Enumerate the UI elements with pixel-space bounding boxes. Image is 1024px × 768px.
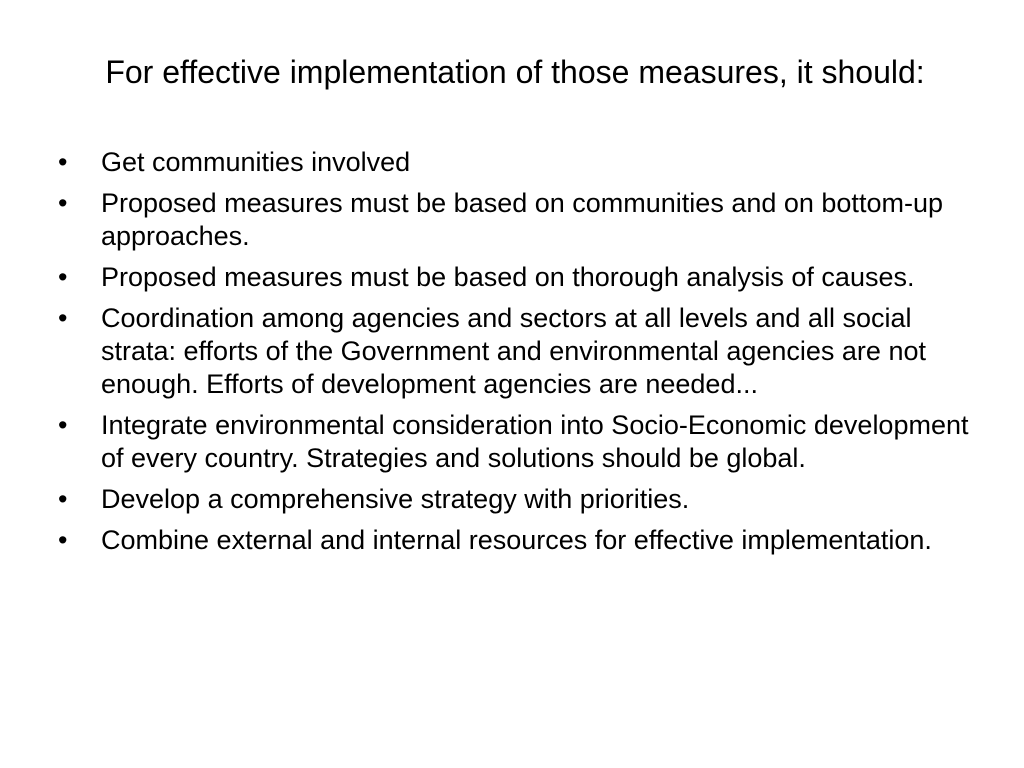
bullet-dot-icon: • <box>58 303 68 333</box>
bullet-dot-icon: • <box>58 147 68 177</box>
bullet-dot-icon: • <box>58 525 68 555</box>
slide-title: For effective implementation of those measures, it should: <box>105 54 925 90</box>
bullet-text: Proposed measures must be based on thorough analysis of causes. <box>101 262 915 292</box>
bullet-text: Get communities involved <box>101 147 411 177</box>
bullet-item <box>58 483 978 516</box>
bullet-text: Integrate environmental consideration into Socio-Economic development of every country. Strategies and solutions should be global. <box>101 410 969 473</box>
bullet-text: Proposed measures must be based on communities and on bottom-up approaches. <box>101 188 943 251</box>
bullet-dot-icon: • <box>58 410 68 440</box>
bullet-text: Combine external and internal resources for effective implementation. <box>101 525 932 555</box>
bullet-list <box>58 146 978 565</box>
bullet-item <box>58 261 978 294</box>
bullet-item <box>58 187 978 253</box>
bullet-dot-icon: • <box>58 262 68 292</box>
bullet-item <box>58 409 978 475</box>
bullet-dot-icon: • <box>58 484 68 514</box>
bullet-item <box>58 146 978 179</box>
bullet-item <box>58 524 978 557</box>
bullet-item <box>58 302 978 401</box>
bullet-dot-icon: • <box>58 188 68 218</box>
bullet-text: Coordination among agencies and sectors at all levels and all social strata: efforts of the Government and environmental agencies are not enough. Efforts of development agencies are needed... <box>101 303 926 399</box>
bullet-text: Develop a comprehensive strategy with priorities. <box>101 484 690 514</box>
